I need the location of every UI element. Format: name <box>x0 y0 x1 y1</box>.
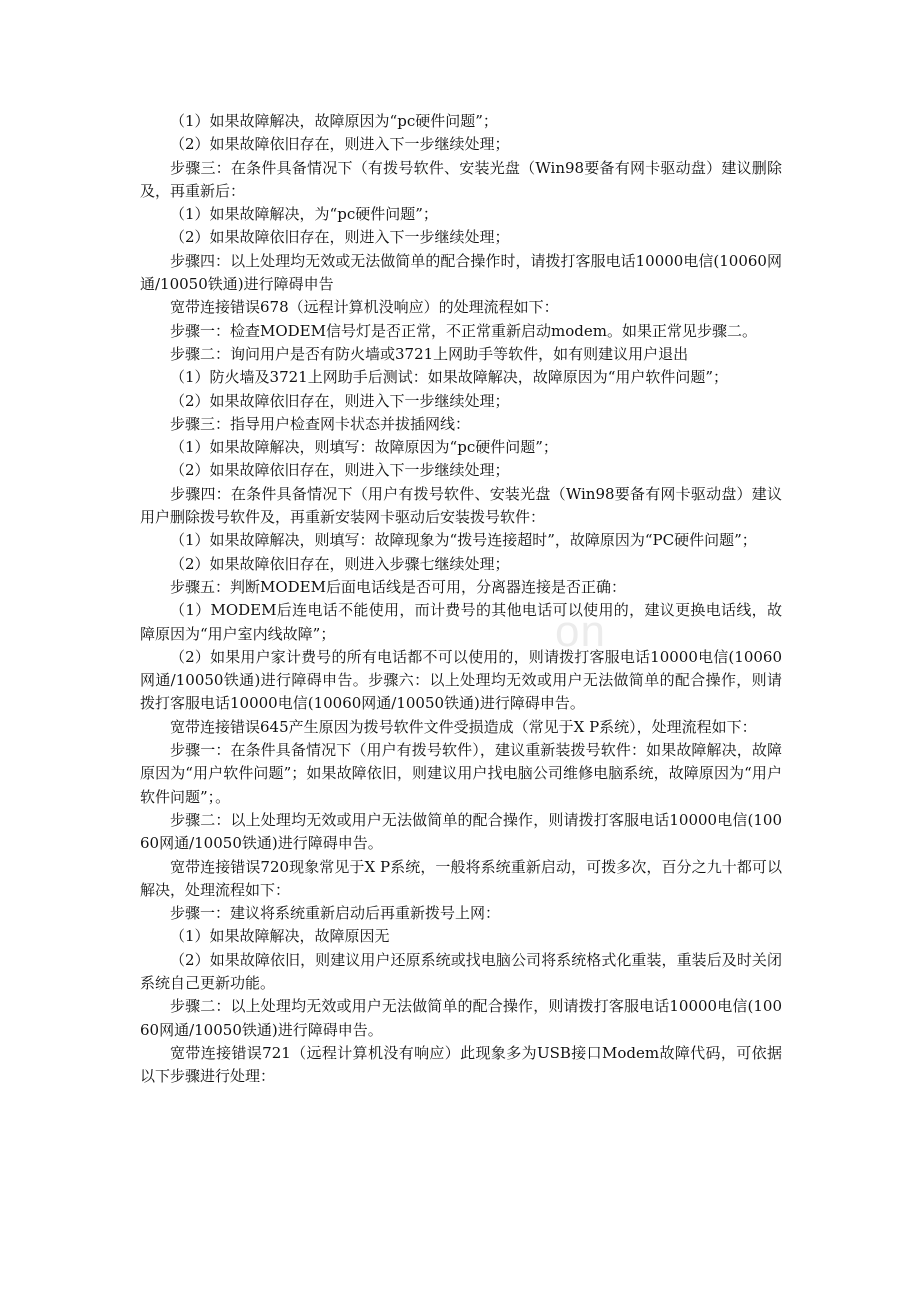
paragraph: （1）防火墙及3721上网助手后测试：如果故障解决，故障原因为“用户软件问题”； <box>170 368 729 387</box>
paragraph: （1）如果故障解决，为“pc硬件问题”； <box>170 205 438 224</box>
paragraph: （2）如果故障依旧，则建议用户还原系统或找电脑公司将系统格式化重装，重装后及时关闭系统自己更新功能。 <box>140 950 782 992</box>
paragraph: （2）如果故障依旧存在，则进入下一步继续处理； <box>170 461 510 480</box>
paragraph: 宽带连接错误721（远程计算机没有响应）此现象多为USB接口Modem故障代码，可依据以下步骤进行处理： <box>140 1043 782 1086</box>
paragraph: 步骤三：在条件具备情况下（有拨号软件、安装光盘（Win98要备有网卡驱动盘）建议删除及，再重新后： <box>140 158 782 200</box>
paragraph: （2）如果故障依旧存在，则进入步骤七继续处理； <box>170 554 510 573</box>
paragraph: （1）如果故障解决，则填写：故障现象为“拨号连接超时”，故障原因为“PC硬件问题”； <box>170 531 757 550</box>
paragraph: 宽带连接错误645产生原因为拨号软件文件受损造成（常见于X P系统），处理流程如下： <box>170 717 757 736</box>
paragraph: 步骤二：询问用户是否有防火墙或3721上网助手等软件，如有则建议用户退出 <box>170 344 689 363</box>
paragraph: 步骤四：以上处理均无效或无法做简单的配合操作时，请拨打客服电话10000电信(10060网通/10050铁通)进行障碍申告 <box>140 251 782 294</box>
paragraph: （1）如果故障解决，故障原因为“pc硬件问题”； <box>170 112 498 130</box>
paragraph: 步骤二：以上处理均无效或用户无法做简单的配合操作，则请拨打客服电话10000电信(10060网通/10050铁通)进行障碍申告。 <box>140 997 782 1039</box>
paragraph: 步骤四：在条件具备情况下（用户有拨号软件、安装光盘（Win98要备有网卡驱动盘）建议用户删除拨号软件及，再重新安装网卡驱动后安装拨号软件： <box>140 484 782 527</box>
paragraph: 宽带连接错误678（远程计算机没响应）的处理流程如下： <box>170 298 559 317</box>
paragraph: 步骤一：建议将系统重新启动后再重新拨号上网： <box>170 904 501 923</box>
paragraph: 步骤三：指导用户检查网卡状态并拔插网线： <box>170 414 471 433</box>
paragraph: （1）如果故障解决，故障原因无 <box>170 927 390 946</box>
paragraph: （2）如果故障依旧存在，则进入下一步继续处理； <box>170 228 510 247</box>
paragraph: 步骤二：以上处理均无效或用户无法做简单的配合操作，则请拨打客服电话10000电信(10060网通/10050铁通)进行障碍申告。 <box>140 810 782 853</box>
paragraph: 步骤一：检查MODEM信号灯是否正常，不正常重新启动modem。如果正常见步骤二。 <box>170 321 757 340</box>
paragraph: （2）如果用户家计费号的所有电话都不可以使用的，则请拨打客服电话10000电信(10060网通/10050铁通)进行障碍申告。步骤六：以上处理均无效或用户无法做简单的配合操作，则请拨打客服电话10000电信(10060网通/10050铁通)进行障碍申告。 <box>140 647 782 713</box>
watermark: on <box>555 607 606 656</box>
paragraph: 宽带连接错误720现象常见于X P系统，一般将系统重新启动，可拨多次，百分之九十都可以解决，处理流程如下： <box>140 857 782 899</box>
paragraph: （2）如果故障依旧存在，则进入下一步继续处理； <box>170 135 510 154</box>
paragraph: （2）如果故障依旧存在，则进入下一步继续处理； <box>170 391 510 410</box>
paragraph: （1）如果故障解决，则填写：故障原因为“pc硬件问题”； <box>170 438 558 457</box>
paragraph: 步骤一：在条件具备情况下（用户有拨号软件），建议重新装拨号软件：如果故障解决，故障原因为“用户软件问题”；如果故障依旧，则建议用户找电脑公司维修电脑系统，故障原因为“用户软件问题”；。 <box>140 741 782 806</box>
paragraph: （1）MODEM后连电话不能使用，而计费号的其他电话可以使用的，建议更换电话线，故障原因为“用户室内线故障”； <box>140 601 782 643</box>
paragraph: 步骤五：判断MODEM后面电话线是否可用，分离器连接是否正确： <box>170 577 626 596</box>
document-body <box>140 110 782 1088</box>
